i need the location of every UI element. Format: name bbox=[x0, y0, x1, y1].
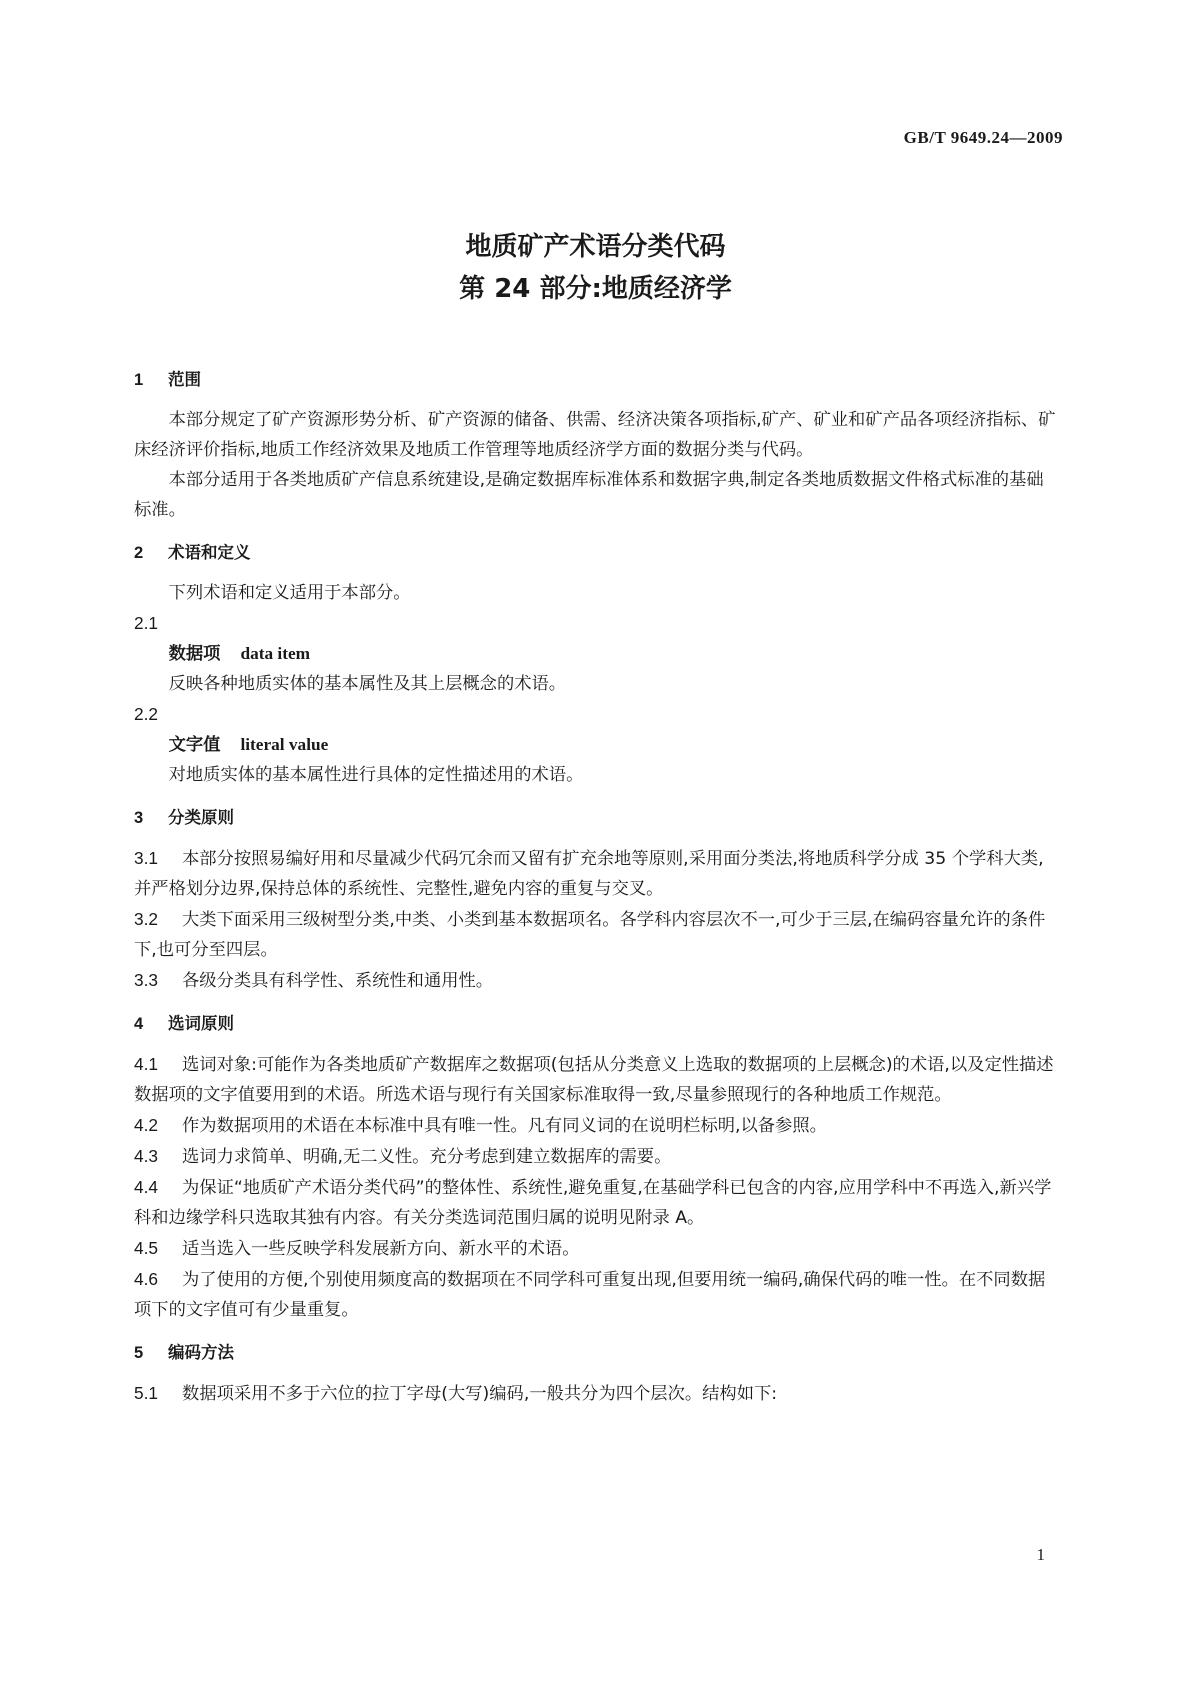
section-4-heading: 4 选词原则 bbox=[134, 1014, 234, 1033]
clause: 5.1 数据项采用不多于六位的拉丁字母(大写)编码,一般共分为四个层次。结构如下: bbox=[134, 1383, 778, 1404]
document-body bbox=[134, 365, 1057, 1409]
term-chinese: 数据项 bbox=[168, 644, 221, 664]
term-definition: 对地质实体的基本属性进行具体的定性描述用的术语。 bbox=[168, 765, 584, 785]
section-2-heading: 2 术语和定义 bbox=[134, 543, 251, 562]
page-number: 1 bbox=[1036, 1545, 1045, 1564]
term-entry bbox=[134, 730, 1057, 760]
section-3-heading: 3 分类原则 bbox=[134, 808, 234, 827]
standard-code: GB/T 9649.24—2009 bbox=[903, 128, 1063, 147]
clause: 4.2 作为数据项用的术语在本标准中具有唯一性。凡有同义词的在说明栏标明,以备参照。 bbox=[134, 1115, 827, 1136]
term-number: 2.1 bbox=[134, 613, 159, 633]
section-2-intro: 下列术语和定义适用于本部分。 bbox=[168, 583, 411, 603]
term-entry bbox=[134, 639, 1057, 669]
term-number: 2.2 bbox=[134, 704, 159, 724]
document-title bbox=[0, 226, 1191, 310]
clause: 3.2 大类下面采用三级树型分类,中类、小类到基本数据项名。各学科内容层次不一,可少于三层,在编码容量允许的条件下,也可分至四层。 bbox=[134, 909, 1046, 960]
term-definition: 反映各种地质实体的基本属性及其上层概念的术语。 bbox=[168, 674, 567, 694]
section-1-paragraph: 本部分适用于各类地质矿产信息系统建设,是确定数据库标准体系和数据字典,制定各类地质数据文件格式标准的基础标准。 bbox=[134, 470, 1044, 520]
section-5-heading: 5 编码方法 bbox=[134, 1343, 234, 1362]
clause: 4.3 选词力求简单、明确,无二义性。充分考虑到建立数据库的需要。 bbox=[134, 1146, 672, 1167]
clause: 3.3 各级分类具有科学性、系统性和通用性。 bbox=[134, 970, 494, 991]
term-english: literal value bbox=[240, 735, 329, 754]
clause: 3.1 本部分按照易编好用和尽量减少代码冗余而又留有扩充余地等原则,采用面分类法,将地质科学分成 35 个学科大类,并严格划分边界,保持总体的系统性、完整性,避免内容的重复与交叉。 bbox=[134, 848, 1044, 899]
clause: 4.6 为了使用的方便,个别使用频度高的数据项在不同学科可重复出现,但要用统一编码,确保代码的唯一性。在不同数据项下的文字值可有少量重复。 bbox=[134, 1269, 1046, 1320]
term-english: data item bbox=[240, 644, 311, 663]
title-line-1: 地质矿产术语分类代码 bbox=[465, 232, 726, 262]
term-chinese: 文字值 bbox=[168, 735, 221, 755]
section-1-paragraph: 本部分规定了矿产资源形势分析、矿产资源的储备、供需、经济决策各项指标,矿产、矿业和矿产品各项经济指标、矿床经济评价指标,地质工作经济效果及地质工作管理等地质经济学方面的数据分类与代码。 bbox=[134, 410, 1056, 460]
title-line-2: 第 24 部分:地质经济学 bbox=[459, 274, 732, 304]
clause: 4.5 适当选入一些反映学科发展新方向、新水平的术语。 bbox=[134, 1238, 580, 1259]
clause: 4.1 选词对象:可能作为各类地质矿产数据库之数据项(包括从分类意义上选取的数据项的上层概念)的术语,以及定性描述数据项的文字值要用到的术语。所选术语与现行有关国家标准取得一致,尽量参照现行的各种地质工作规范。 bbox=[134, 1054, 1054, 1105]
clause: 4.4 为保证“地质矿产术语分类代码”的整体性、系统性,避免重复,在基础学科已包含的内容,应用学科中不再选入,新兴学科和边缘学科只选取其独有内容。有关分类选词范围归属的说明见附录 A。 bbox=[134, 1177, 1052, 1228]
section-1-heading: 1 范围 bbox=[134, 370, 201, 389]
